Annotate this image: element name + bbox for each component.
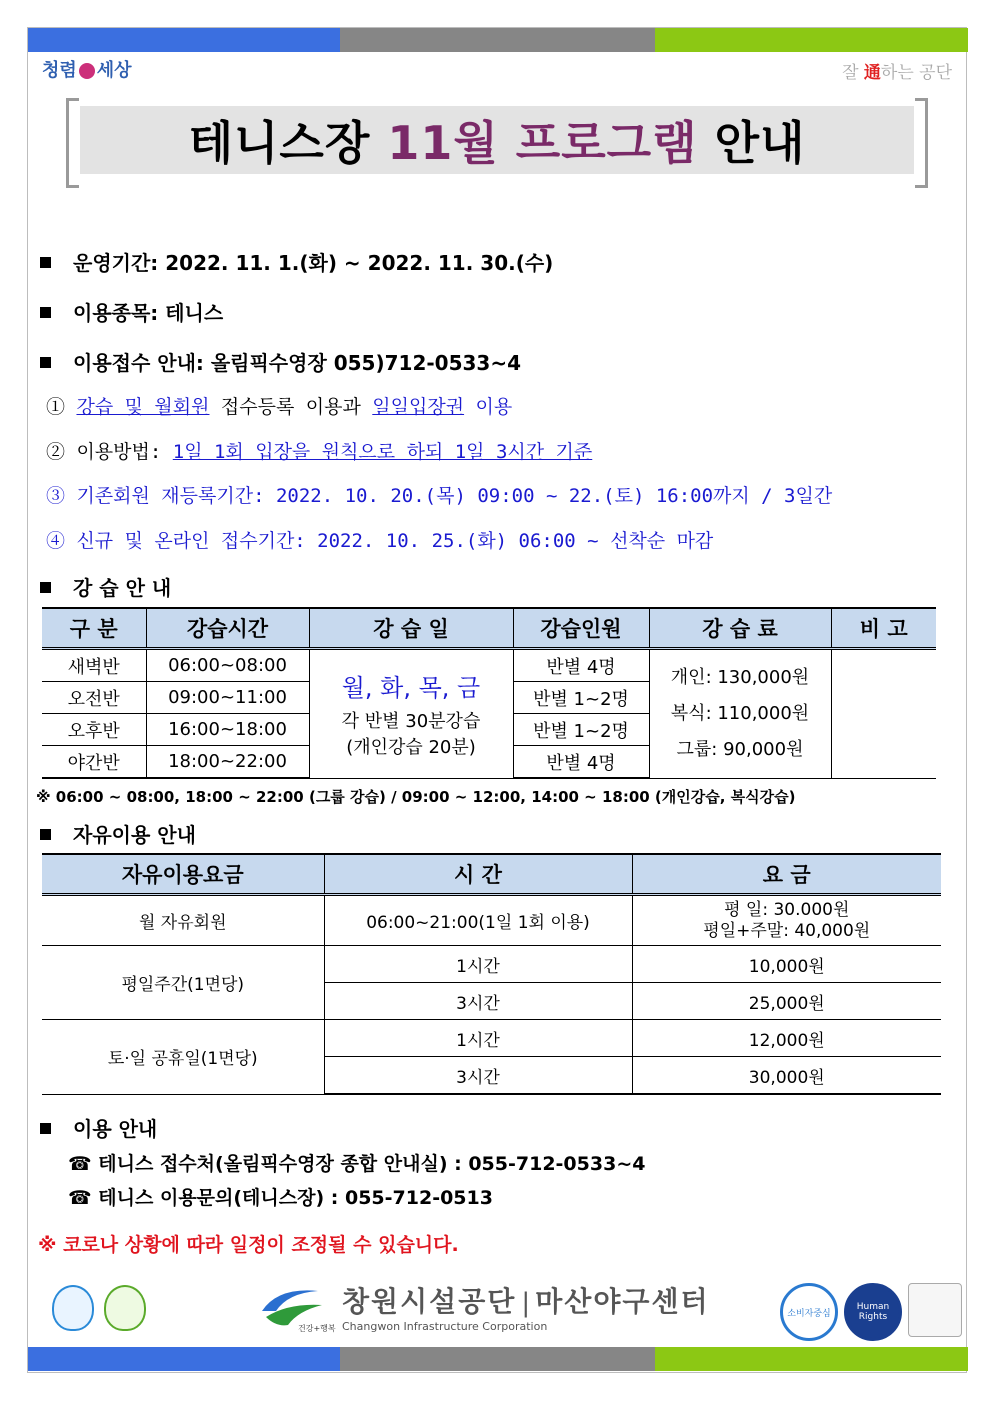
table-header: 자유이용요금 [42,854,324,895]
table-row [42,1020,941,1057]
svg-text:건강+행복: 건강+행복 [298,1323,336,1333]
table-row [42,946,941,983]
lesson-days: 월, 화, 목, 금 각 반별 30분강습 (개인강습 20분) [309,649,513,779]
fee-amount: 평 일: 30.000원 평일+주말: 40,000원 [632,895,941,946]
table-row [42,895,941,946]
class-time: 09:00~11:00 [146,682,309,714]
fee-time: 1시간 [324,946,632,983]
mascot-green-icon [104,1285,146,1331]
bottom-color-bar [28,1347,968,1371]
class-name: 새벽반 [42,649,146,682]
free-use-heading: 자유이용 안내 [40,819,196,848]
consumer-centered-badge-icon: 소비자중심 [780,1283,838,1341]
lesson-table [42,607,936,779]
class-people: 반별 1~2명 [513,714,649,746]
lesson-remark [831,649,936,779]
info-item-1: ① 강습 및 월회원 접수등록 이용과 일일입장권 이용 [46,396,513,418]
period-line: 운영기간: 2022. 11. 1.(화) ~ 2022. 11. 30.(수) [40,247,553,276]
phone-reception: ☎ 테니스 접수처(올림픽수영장 종합 안내실) : 055-712-0533~4 [68,1153,646,1175]
mascots [52,1285,146,1331]
class-people: 반별 4명 [513,746,649,779]
class-people: 반별 1~2명 [513,682,649,714]
fee-time: 06:00~21:00(1일 1회 이용) [324,895,632,946]
table-header: 강습시간 [146,608,309,649]
page-title: 테니스장 11월 프로그램 안내 [80,106,914,174]
certification-badges [780,1283,962,1341]
fee-type: 토·일 공휴일(1면당) [42,1020,324,1095]
fee-time: 3시간 [324,1057,632,1095]
bullet-icon [40,1123,51,1134]
fee-amount: 25,000원 [632,983,941,1020]
table-header: 비 고 [831,608,936,649]
info-item-4: ④ 신규 및 온라인 접수기간: 2022. 10. 25.(화) 06:00 ~ 선착순 마감 [46,530,714,552]
class-time: 18:00~22:00 [146,746,309,779]
page-title-box [66,98,928,182]
bullet-icon [40,307,51,318]
table-header: 요 금 [632,854,941,895]
fee-time: 3시간 [324,983,632,1020]
info-item-3: ③ 기존회원 재등록기간: 2022. 10. 20.(목) 09:00 ~ 22.(토) 16:00까지 / 3일간 [46,485,833,507]
bullet-icon [40,357,51,368]
clean-world-logo: 청렴 세상 [42,60,132,81]
free-use-table [42,853,941,1095]
changwon-emblem-icon [258,1281,336,1333]
corporation-slogan: 잘 通하는 공단 [842,63,952,83]
mascot-blue-icon [52,1285,94,1331]
fee-amount: 30,000원 [632,1057,941,1095]
lesson-heading: 강 습 안 내 [40,572,171,601]
lesson-note: ※ 06:00 ~ 08:00, 18:00 ~ 22:00 (그룹 강습) / 09:00 ~ 12:00, 14:00 ~ 18:00 (개인강습, 복식강습) [36,788,796,806]
class-time: 16:00~18:00 [146,714,309,746]
bullet-icon [40,829,51,840]
bullet-icon [40,582,51,593]
table-header: 강 습 료 [649,608,831,649]
class-time: 06:00~08:00 [146,649,309,682]
table-header: 시 간 [324,854,632,895]
class-people: 반별 4명 [513,649,649,682]
sport-line: 이용종목: 테니스 [40,297,223,326]
top-color-bar [28,28,968,52]
fee-type: 평일주간(1면당) [42,946,324,1020]
fee-type: 월 자유회원 [42,895,324,946]
usage-heading: 이용 안내 [40,1113,157,1142]
table-header: 강 습 일 [309,608,513,649]
covid-warning: ※ 코로나 상황에 따라 일정이 조정될 수 있습니다. [38,1234,459,1256]
class-name: 오전반 [42,682,146,714]
class-name: 오후반 [42,714,146,746]
organization-logo: 건강+행복 창원시설공단 | 마산야구센터 Changwon Infrastructure Corporation [258,1280,710,1333]
reception-line: 이용접수 안내: 올림픽수영장 055)712-0533~4 [40,347,521,376]
human-rights-badge-icon: Human Rights [844,1283,902,1341]
certification-seal-icon [908,1283,962,1337]
info-item-2: ② 이용방법: 1일 1회 입장을 원칙으로 하되 1일 3시간 기준 [46,441,593,463]
fee-time: 1시간 [324,1020,632,1057]
globe-icon [79,63,95,79]
table-row [42,649,936,682]
lesson-fees: 개인: 130,000원 복식: 110,000원 그룹: 90,000원 [649,649,831,779]
phone-inquiry: ☎ 테니스 이용문의(테니스장) : 055-712-0513 [68,1187,493,1209]
bullet-icon [40,257,51,268]
table-header: 강습인원 [513,608,649,649]
table-header: 구 분 [42,608,146,649]
class-name: 야간반 [42,746,146,779]
fee-amount: 12,000원 [632,1020,941,1057]
fee-amount: 10,000원 [632,946,941,983]
